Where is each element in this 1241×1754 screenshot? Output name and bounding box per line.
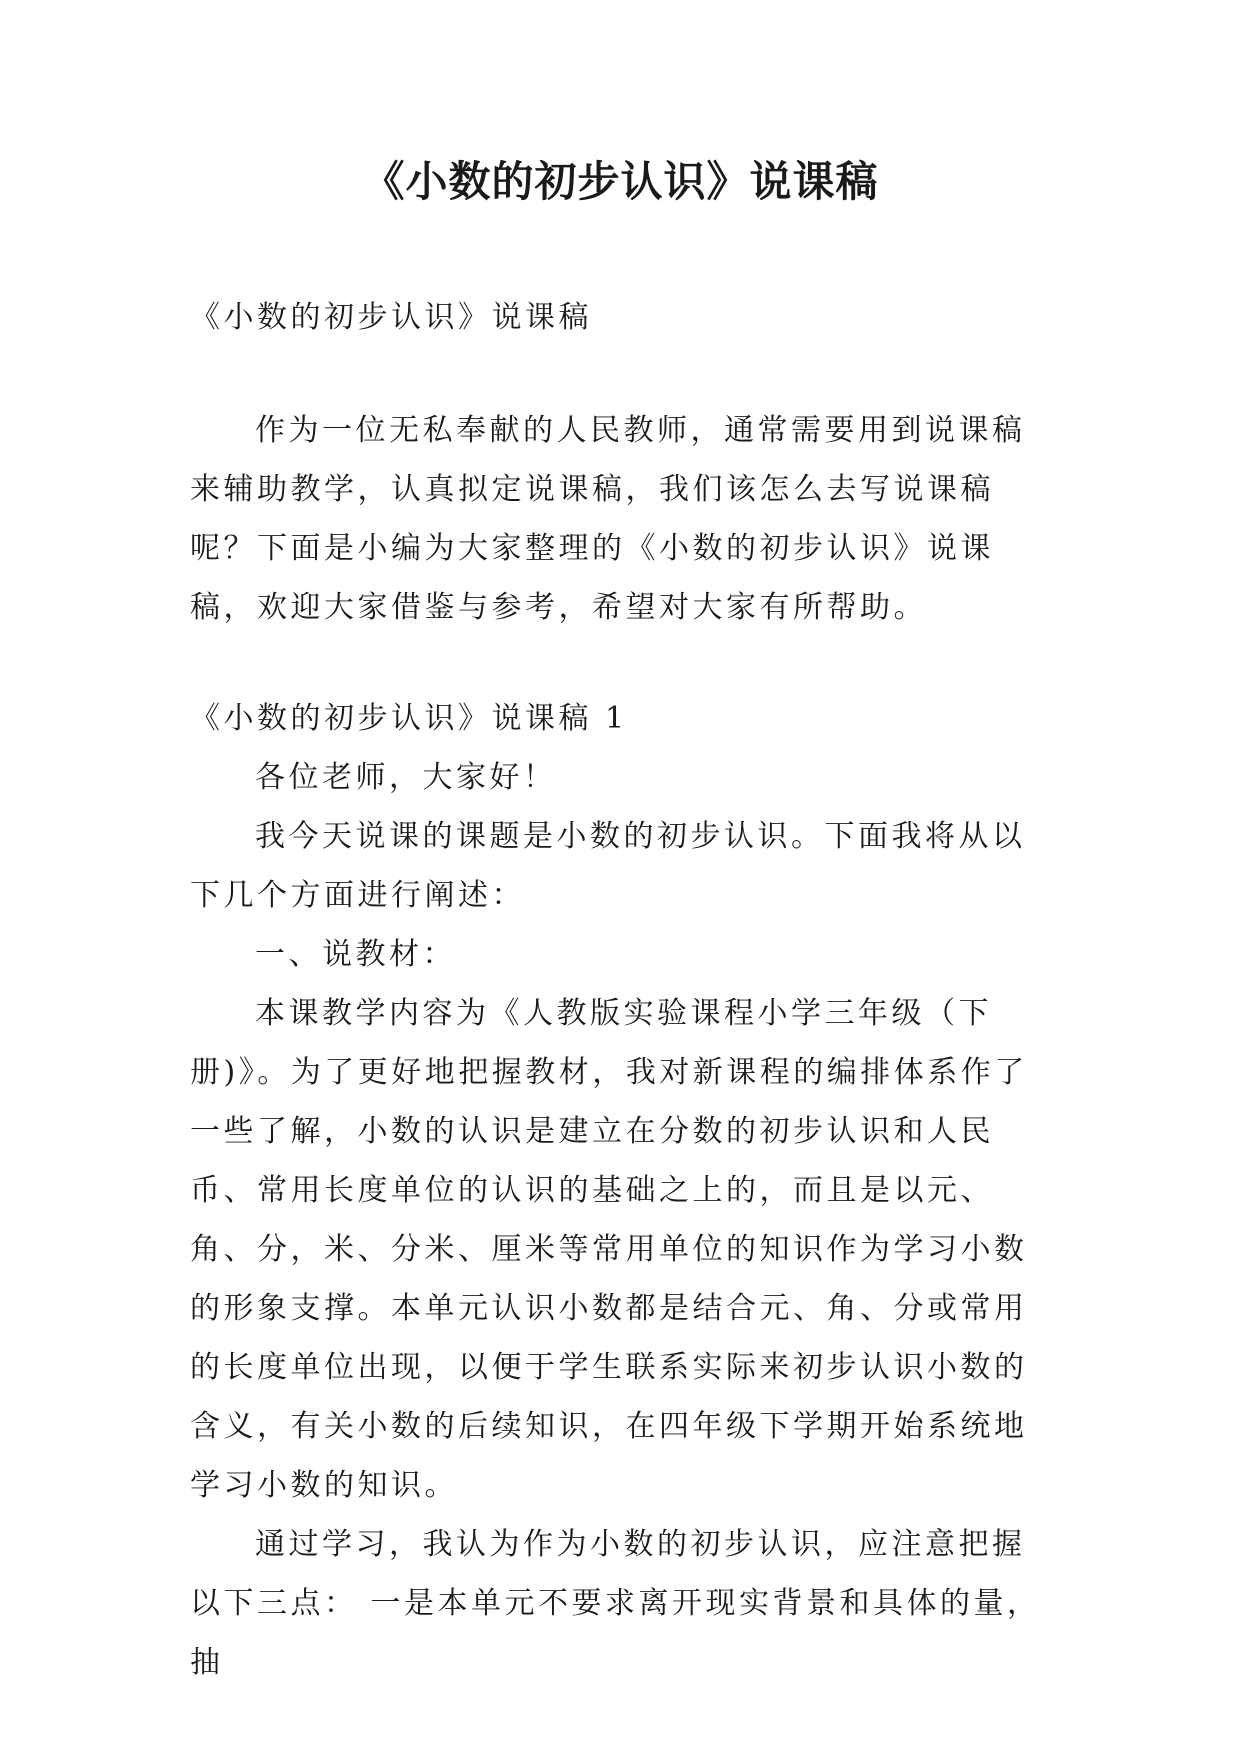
textbook-paragraph: 本课教学内容为《人教版实验课程小学三年级（下册)》。为了更好地把握教材，我对新课程的编排体系作了一些了解，小数的认识是建立在分数的初步认识和人民币、常用长度单位的认识的基础之上的，而且是以元、角、分，米、分米、厘米等常用单位的知识作为学习小数的形象支撑。本单元认识小数都是结合元、角、分或常用的长度单位出现，以便于学生联系实际来初步认识小数的含义，有关小数的后续知识，在四年级下学期开始系统地学习小数的知识。 — [190, 996, 1028, 1503]
greeting-paragraph: 各位老师，大家好！ — [255, 760, 557, 795]
intro-paragraph: 作为一位无私奉献的人民教师，通常需要用到说课稿来辅助教学，认真拟定说课稿，我们该怎么去写说课稿呢？下面是小编为大家整理的《小数的初步认识》说课稿，欢迎大家借鉴与参考，希望对大家有所帮助。 — [190, 413, 1026, 625]
section-heading: 《小数的初步认识》说课稿 1 — [190, 701, 628, 736]
document-title: 《小数的初步认识》说课稿 — [362, 157, 879, 206]
subheading-textbook: 一、说教材： — [255, 937, 456, 972]
document-subtitle: 《小数的初步认识》说课稿 — [190, 300, 592, 335]
topic-paragraph: 我今天说课的课题是小数的初步认识。下面我将从以下几个方面进行阐述： — [190, 819, 1026, 913]
key-points-paragraph: 通过学习，我认为作为小数的初步认识，应注意把握以下三点： 一是本单元不要求离开现实背景和具体的量，抽 — [190, 1527, 1041, 1680]
section-content — [190, 748, 1050, 1692]
